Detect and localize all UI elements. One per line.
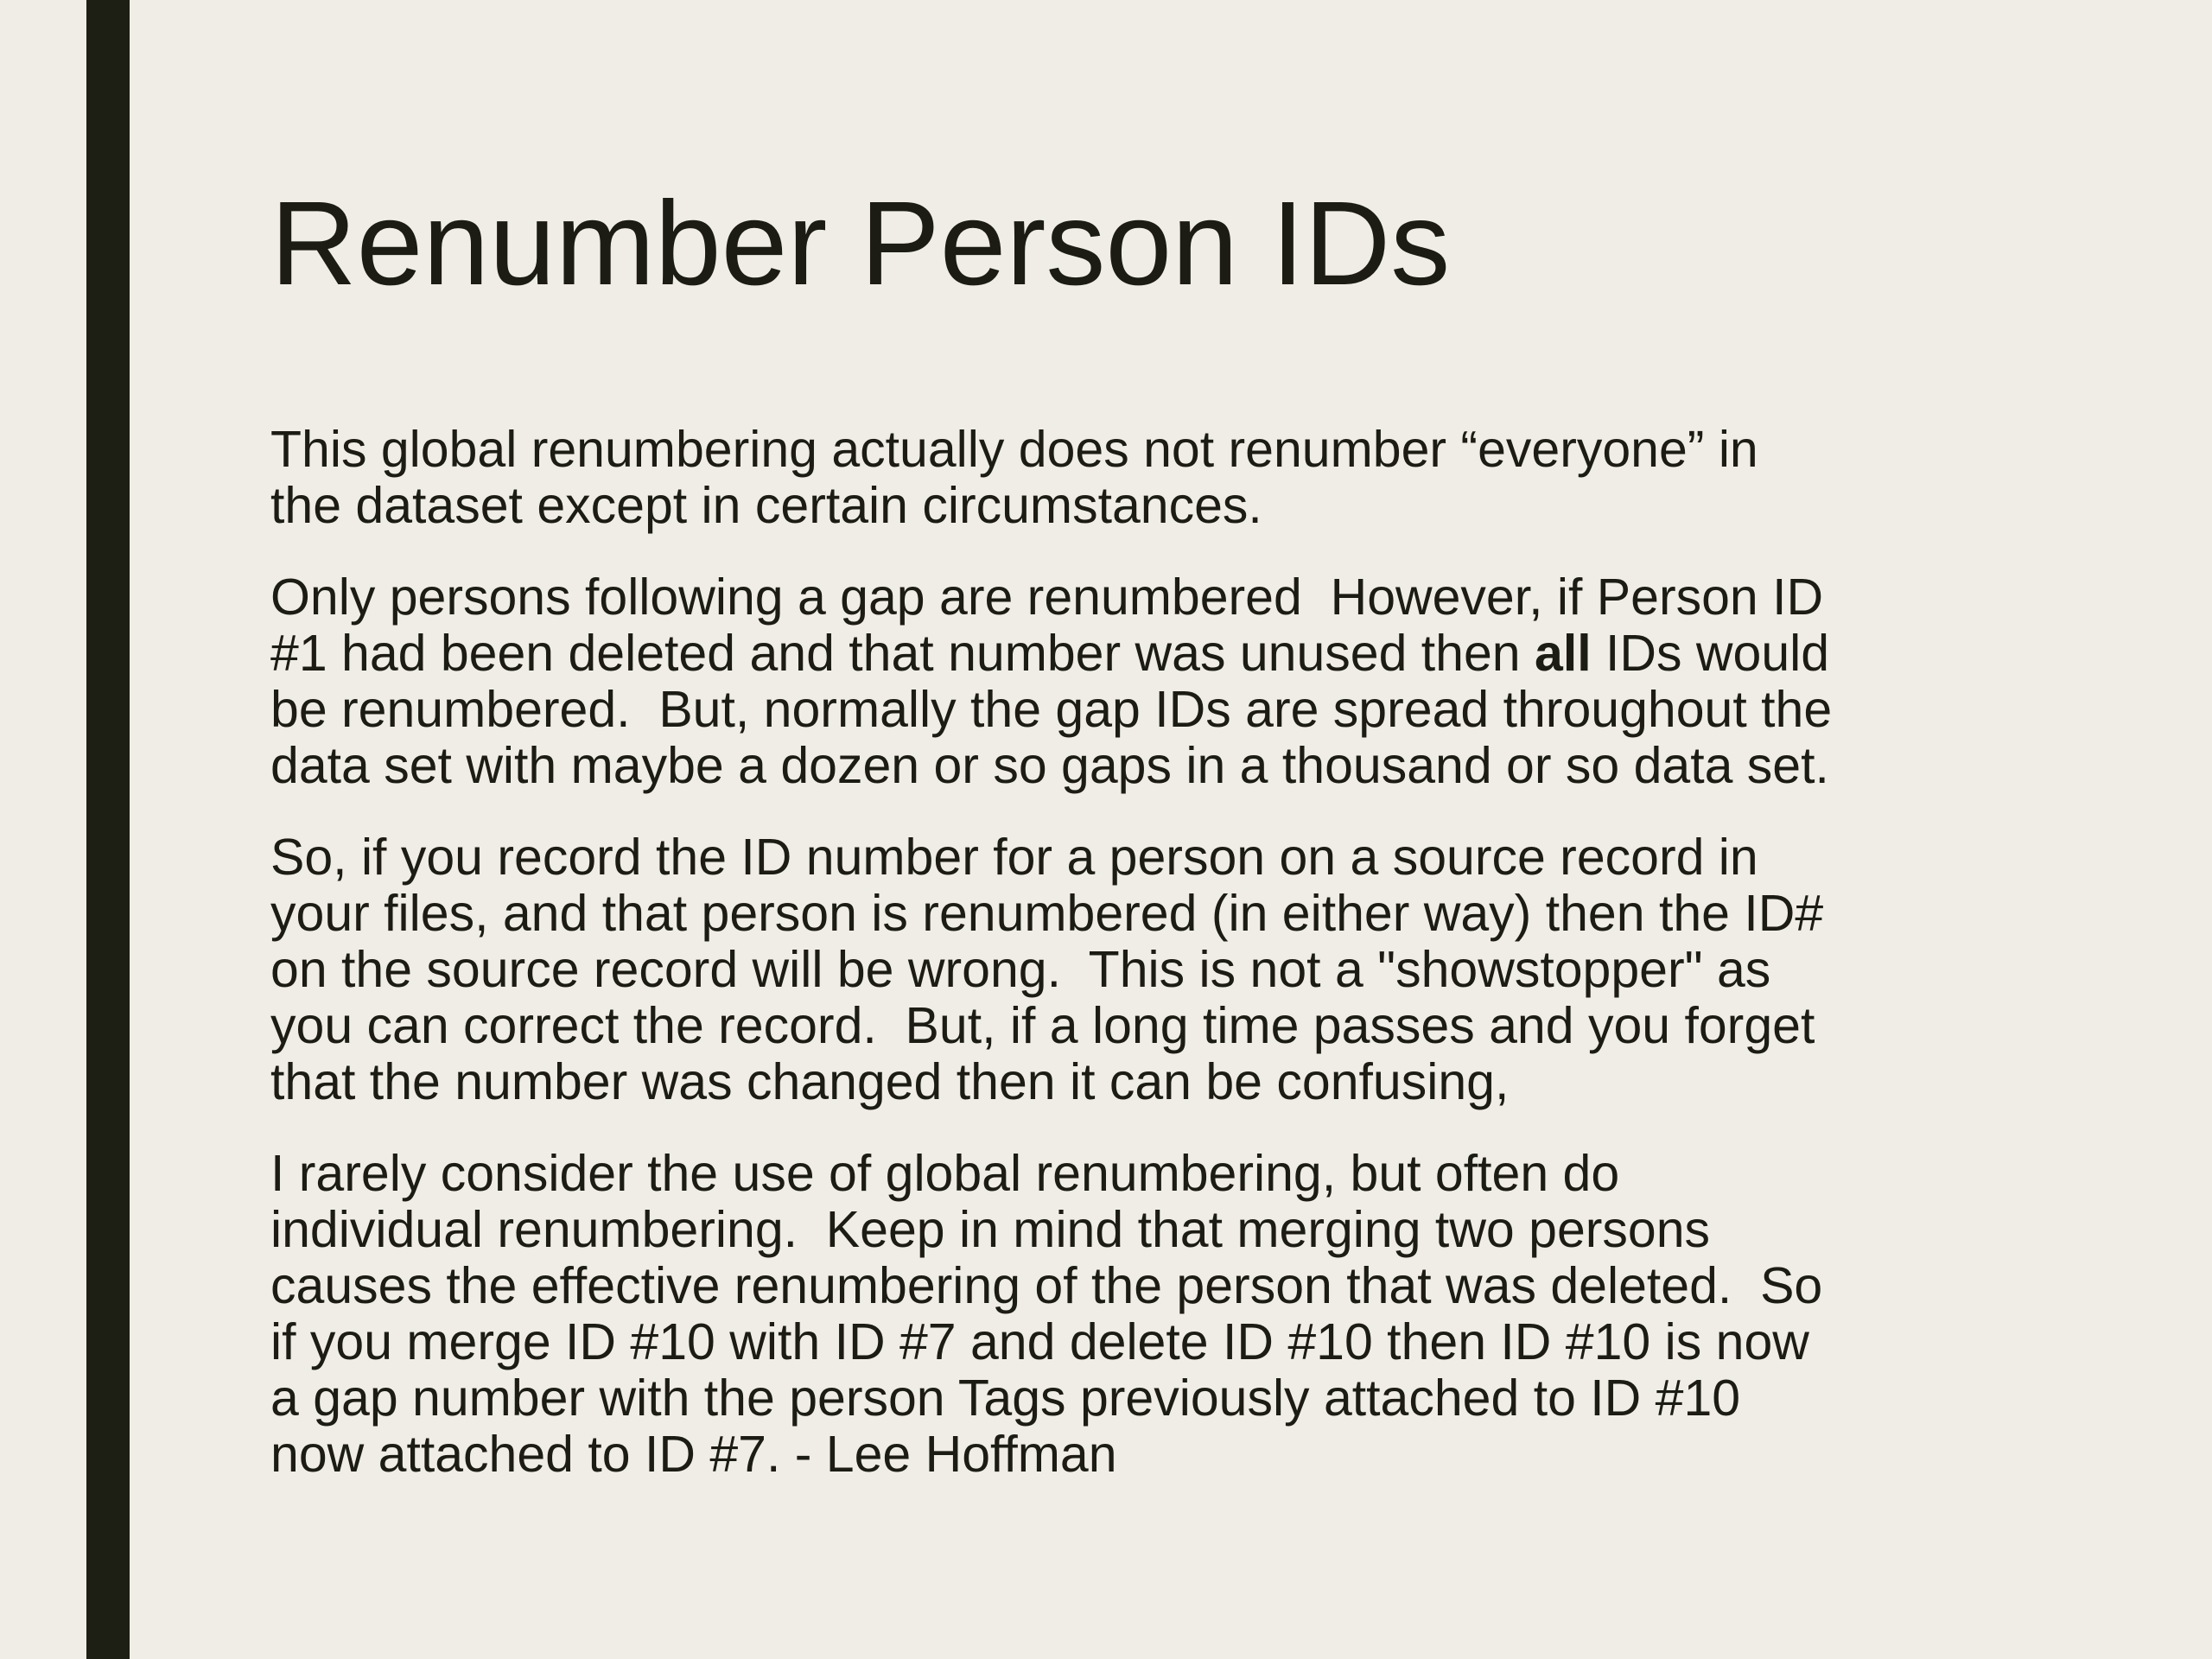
text-line: This global renumbering actually does not renumber “everyone” in — [270, 421, 1758, 478]
paragraph-2 — [270, 569, 2016, 794]
text-line: individual renumbering. Keep in mind that merging two persons — [270, 1201, 1711, 1258]
text-line: Only persons following a gap are renumbered However, if Person ID — [270, 569, 1824, 626]
paragraph-3 — [270, 830, 2016, 1110]
text-line: be renumbered. But, normally the gap IDs are spread throughout the — [270, 681, 1833, 738]
text-line: that the number was changed then it can be confusing, — [270, 1053, 1510, 1110]
text-line: causes the effective renumbering of the person that was deleted. So — [270, 1257, 1823, 1314]
text-line: a gap number with the person Tags previously attached to ID #10 — [270, 1370, 1741, 1427]
text-line: now attached to ID #7. - Lee Hoffman — [270, 1426, 1117, 1483]
text-line: on the source record will be wrong. This is not a "showstopper" as — [270, 941, 1771, 998]
paragraph-4 — [270, 1146, 2016, 1483]
text-line: So, if you record the ID number for a person on a source record in — [270, 829, 1758, 886]
accent-bar — [86, 0, 130, 1659]
emphasis-text: all — [1535, 625, 1592, 682]
text-line: data set with maybe a dozen or so gaps in a thousand or so data set. — [270, 737, 1829, 794]
slide-body — [270, 422, 2016, 1518]
text-line — [270, 626, 2016, 682]
text-line: your files, and that person is renumbered (in either way) then the ID# — [270, 885, 1824, 942]
text-line: if you merge ID #10 with ID #7 and delete ID #10 then ID #10 is now — [270, 1313, 1809, 1370]
text-line: I rarely consider the use of global renumbering, but often do — [270, 1145, 1620, 1202]
paragraph-1 — [270, 422, 2016, 534]
text-line: the dataset except in certain circumstances. — [270, 477, 1262, 534]
text-segment: #1 had been deleted and that number was unused then — [270, 625, 1535, 682]
text-line: you can correct the record. But, if a long time passes and you forget — [270, 997, 1815, 1054]
slide-title: Renumber Person IDs — [270, 177, 1451, 310]
text-segment: IDs would — [1591, 625, 1830, 682]
